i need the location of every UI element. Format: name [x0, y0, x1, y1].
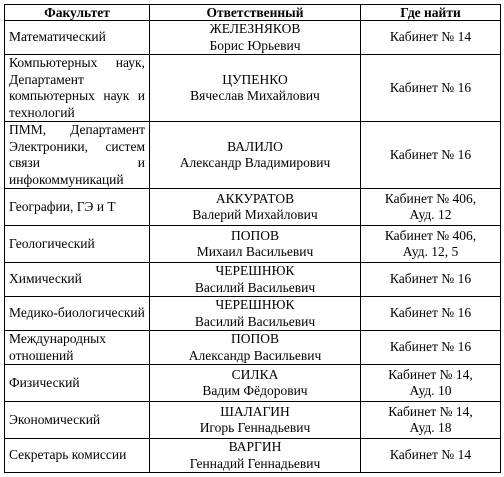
- faculty-cell: Химический: [5, 263, 150, 297]
- responsible-surname: АККУРАТОВ: [215, 190, 295, 206]
- location-text: Кабинет № 14, Ауд. 18: [388, 403, 473, 435]
- location-text: Кабинет № 14: [389, 447, 472, 463]
- location-cell: [361, 189, 501, 226]
- location-cell: [361, 55, 501, 122]
- location-cell: [361, 402, 501, 439]
- responsible-given-name: Александр Владимирович: [179, 155, 331, 170]
- header-where: Где найти: [361, 5, 501, 21]
- location-text: Кабинет № 16: [389, 305, 472, 321]
- faculty-cell: Секретарь комиссии: [5, 439, 150, 473]
- responsible-given-name: Михаил Васильевич: [196, 244, 314, 259]
- responsible-cell: [150, 365, 361, 402]
- responsibles-table: [4, 4, 501, 473]
- location-text: Кабинет № 16: [389, 146, 472, 162]
- responsible-surname: ЧЕРЕШНЮК: [215, 297, 295, 312]
- table-row: [5, 226, 501, 263]
- faculty-cell: Физический: [5, 365, 150, 402]
- responsible-given-name: Александр Васильевич: [188, 347, 322, 363]
- responsible-given-name: Борис Юрьевич: [209, 37, 301, 53]
- faculty-cell: Геологический: [5, 226, 150, 263]
- faculty-cell: Медико-биологический: [5, 297, 150, 331]
- table-row: [5, 402, 501, 439]
- responsible-cell: [150, 122, 361, 189]
- table-row: [5, 365, 501, 402]
- location-cell: [361, 21, 501, 55]
- responsible-cell: [150, 297, 361, 331]
- responsible-cell: [150, 402, 361, 439]
- responsible-surname: ВАЛИЛО: [227, 138, 283, 154]
- location-text: Кабинет № 406, Ауд. 12: [384, 190, 477, 222]
- table-row: [5, 263, 501, 297]
- location-text: Кабинет № 14, Ауд. 10: [388, 366, 473, 398]
- faculty-cell: Международных отношений: [5, 331, 150, 365]
- faculty-cell: ПММ, Департамент Электроники, систем связи и инфокоммуникаций: [5, 122, 150, 189]
- location-cell: [361, 331, 501, 365]
- responsible-given-name: Игорь Геннадьевич: [199, 420, 311, 435]
- responsible-given-name: Валерий Михайлович: [192, 207, 318, 222]
- location-text: Кабинет № 14: [389, 29, 472, 45]
- responsible-surname: ЖЕЛЕЗНЯКОВ: [209, 21, 301, 36]
- location-cell: [361, 297, 501, 331]
- location-text: Кабинет № 16: [389, 79, 472, 95]
- responsible-given-name: Вячеслав Михайлович: [190, 88, 320, 103]
- location-cell: [361, 263, 501, 297]
- faculty-cell: Географии, ГЭ и Т: [5, 189, 150, 226]
- location-text: Кабинет № 16: [389, 271, 472, 287]
- location-cell: [361, 439, 501, 473]
- location-cell: [361, 122, 501, 189]
- location-cell: [361, 226, 501, 263]
- responsible-surname: ВАРГИН: [228, 439, 282, 454]
- responsible-cell: [150, 226, 361, 263]
- table-row: [5, 439, 501, 473]
- table-row: [5, 331, 501, 365]
- responsible-given-name: Вадим Фёдорович: [202, 383, 308, 398]
- faculty-cell: Экономический: [5, 402, 150, 439]
- responsible-given-name: Василий Васильевич: [194, 279, 316, 295]
- location-text: Кабинет № 406, Ауд. 12, 5: [384, 227, 477, 259]
- table-row: [5, 21, 501, 55]
- responsible-cell: [150, 331, 361, 365]
- responsible-surname: ЧЕРЕШНЮК: [215, 263, 295, 278]
- table-row: [5, 189, 501, 226]
- table-row: [5, 122, 501, 189]
- responsible-surname: ШАЛАГИН: [220, 403, 290, 419]
- responsible-surname: ЦУПЕНКО: [222, 71, 288, 87]
- responsible-surname: ПОПОВ: [230, 331, 279, 346]
- table-row: [5, 55, 501, 122]
- responsible-surname: ПОПОВ: [230, 227, 279, 243]
- faculty-cell: Компьютерных наук, Департамент компьютерных наук и технологий: [5, 55, 150, 122]
- responsible-cell: [150, 189, 361, 226]
- faculty-cell: Математический: [5, 21, 150, 55]
- responsible-given-name: Геннадий Геннадьевич: [189, 455, 321, 471]
- location-cell: [361, 365, 501, 402]
- responsible-given-name: Василий Васильевич: [194, 313, 316, 329]
- table-row: [5, 297, 501, 331]
- header-faculty: Факультет: [5, 5, 150, 21]
- header-responsible: Ответственный: [150, 5, 361, 21]
- responsible-surname: СИЛКА: [231, 366, 279, 382]
- responsible-cell: [150, 55, 361, 122]
- header-row: [5, 5, 501, 21]
- responsible-cell: [150, 263, 361, 297]
- responsible-cell: [150, 439, 361, 473]
- responsible-cell: [150, 21, 361, 55]
- location-text: Кабинет № 16: [389, 339, 472, 355]
